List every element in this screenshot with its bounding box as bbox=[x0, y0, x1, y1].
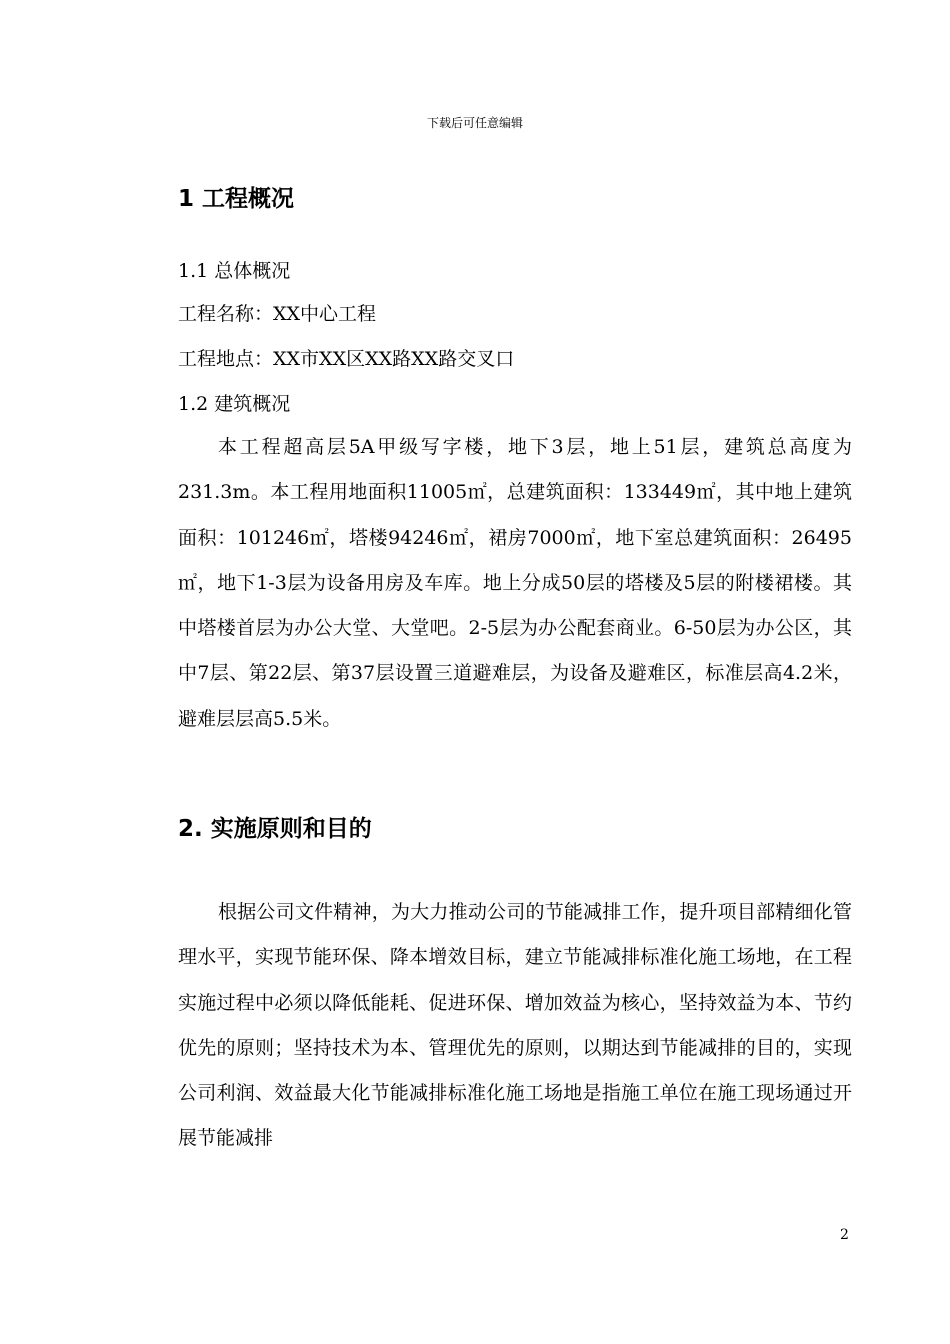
page-header: 下载后可任意编辑 bbox=[426, 116, 523, 130]
subsection-1-1-heading: 1.1 总体概况 bbox=[178, 260, 291, 282]
project-name-line: 工程名称：XX中心工程 bbox=[178, 303, 377, 325]
subsection-1-2-heading: 1.2 建筑概况 bbox=[178, 393, 291, 415]
section-1-heading: 1 工程概况 bbox=[178, 186, 295, 212]
page-number: 2 bbox=[840, 1227, 849, 1243]
project-location-line: 工程地点：XX市XX区XX路XX路交叉口 bbox=[178, 348, 515, 370]
section-2-heading: 2. 实施原则和目的 bbox=[178, 816, 372, 842]
principles-paragraph: 根据公司文件精神，为大力推动公司的节能减排工作，提升项目部精细化管理水平，实现节能环保、降本增效目标，建立节能减排标准化施工场地，在工程实施过程中必须以降低能耗、促进环保、增加效益为核心，坚持效益为本、节约优先的原则；坚持技术为本、管理优先的原则，以期达到节能减排的目的，实现公司利润、效益最大化节能减排标准化施工场地是指施工单位在施工现场通过开展节能减排 bbox=[178, 901, 852, 1150]
building-overview-paragraph: 本工程超高层5A甲级写字楼，地下3层，地上51层，建筑总高度为231.3m。本工程用地面积11005㎡，总建筑面积：133449㎡，其中地上建筑面积：101246㎡，塔楼94246㎡，裙房7000㎡，地下室总建筑面积：26495㎡，地下1-3层为设备用房及车库。地上分成50层的塔楼及5层的附楼裙楼。其中塔楼首层为办公大堂、大堂吧。2-5层为办公配套商业。6-50层为办公区，其中7层、第22层、第37层设置三道避难层，为设备及避难区，标准层高4.2米，避难层层高5.5米。 bbox=[178, 436, 852, 730]
